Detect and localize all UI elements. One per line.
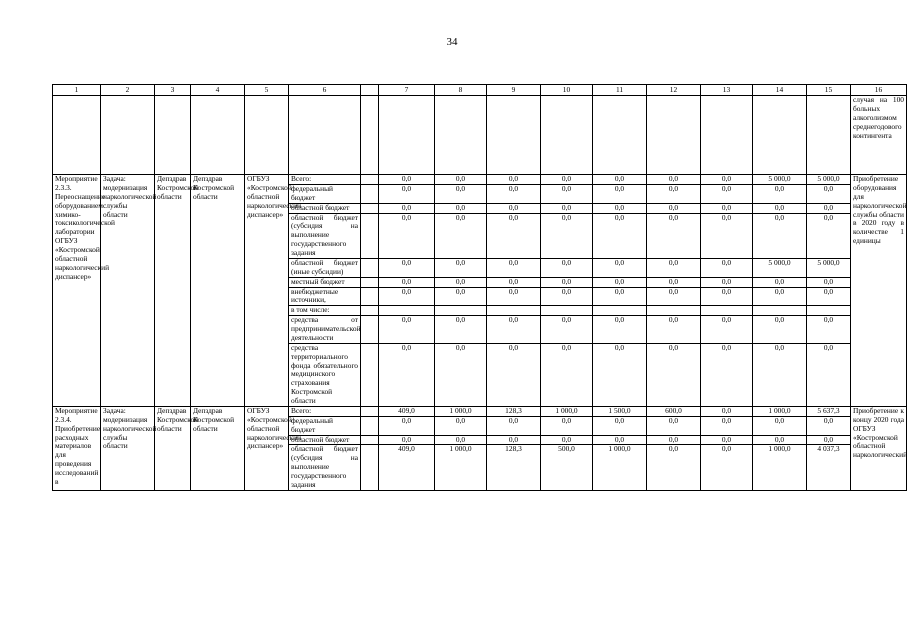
value-cell: 5 000,0 (807, 175, 851, 185)
value-cell: 5 000,0 (807, 258, 851, 277)
task-cell: Задача: модернизация наркологической службы области (101, 175, 155, 407)
value-cell: 0,0 (647, 287, 701, 306)
value-cell: 0,0 (435, 435, 487, 445)
value-cell: 0,0 (701, 277, 753, 287)
coexecutor-cell: Депздрав Костромской области (191, 406, 245, 490)
value-cell: 0,0 (647, 277, 701, 287)
value-cell: 1 000,0 (593, 445, 647, 490)
funding-source-label: областной бюджет (субсидия на выполнение государственного задания (289, 213, 361, 258)
value-cell: 0,0 (701, 213, 753, 258)
value-cell: 0,0 (541, 435, 593, 445)
value-cell: 5 000,0 (753, 258, 807, 277)
value-cell: 0,0 (435, 416, 487, 435)
value-cell: 0,0 (487, 287, 541, 306)
empty-cell (361, 184, 379, 203)
value-cell: 0,0 (593, 213, 647, 258)
value-cell: 1 000,0 (435, 406, 487, 416)
value-cell: 0,0 (647, 184, 701, 203)
value-cell: 0,0 (807, 435, 851, 445)
value-cell: 0,0 (753, 203, 807, 213)
column-number: 1 (53, 85, 101, 96)
column-number (361, 85, 379, 96)
value-cell: 0,0 (701, 435, 753, 445)
value-cell: 4 037,3 (807, 445, 851, 490)
value-cell: 0,0 (379, 213, 435, 258)
value-cell: 0,0 (647, 213, 701, 258)
empty-cell (361, 287, 379, 306)
column-number: 3 (155, 85, 191, 96)
value-cell: 1 000,0 (753, 445, 807, 490)
value-cell: 0,0 (487, 435, 541, 445)
page-number: 34 (446, 36, 458, 48)
value-cell: 0,0 (435, 277, 487, 287)
value-cell: 0,0 (593, 184, 647, 203)
value-cell: 0,0 (487, 343, 541, 406)
value-cell: 0,0 (487, 316, 541, 344)
empty-cell (191, 96, 245, 175)
value-cell: 128,3 (487, 406, 541, 416)
column-number: 11 (593, 85, 647, 96)
value-cell: 0,0 (435, 258, 487, 277)
value-cell: 5 000,0 (753, 175, 807, 185)
value-cell: 0,0 (541, 343, 593, 406)
empty-cell (155, 96, 191, 175)
value-cell: 0,0 (701, 416, 753, 435)
value-cell: 0,0 (487, 277, 541, 287)
value-cell: 0,0 (701, 287, 753, 306)
empty-cell (361, 306, 379, 316)
column-number: 10 (541, 85, 593, 96)
funding-source-label: федеральный бюджет (289, 416, 361, 435)
value-cell: 0,0 (379, 175, 435, 185)
value-cell: 0,0 (541, 184, 593, 203)
value-cell: 0,0 (753, 316, 807, 344)
column-number: 12 (647, 85, 701, 96)
funding-source-label: федеральный бюджет (289, 184, 361, 203)
value-cell: 0,0 (753, 416, 807, 435)
header-row (53, 85, 907, 96)
empty-cell (361, 343, 379, 406)
value-cell: 0,0 (541, 213, 593, 258)
value-cell: 0,0 (701, 184, 753, 203)
empty-cell (361, 258, 379, 277)
empty-cell (361, 277, 379, 287)
empty-cell (361, 316, 379, 344)
value-cell: 0,0 (807, 213, 851, 258)
value-cell: 0,0 (807, 416, 851, 435)
value-cell: 0,0 (435, 316, 487, 344)
value-cell: 0,0 (379, 343, 435, 406)
column-number: 16 (851, 85, 907, 96)
value-cell: 0,0 (379, 184, 435, 203)
value-cell: 409,0 (379, 445, 435, 490)
table-row (53, 175, 907, 185)
empty-cell (541, 96, 593, 175)
value-cell: 0,0 (647, 343, 701, 406)
result-cell: Приобретение к концу 2020 года ОГБУЗ «Костромской областной наркологический (851, 406, 907, 490)
table-row (53, 406, 907, 416)
event-cell: Мероприятие 2.3.3. Переоснащение оборудованием химико-токсикологической лаборатории ОГБУЗ «Костромской областной наркологический диспансер» (53, 175, 101, 407)
value-cell: 0,0 (807, 277, 851, 287)
value-cell: 0,0 (647, 435, 701, 445)
empty-cell (53, 96, 101, 175)
value-cell: 0,0 (487, 203, 541, 213)
value-cell: 0,0 (379, 435, 435, 445)
value-cell: 409,0 (379, 406, 435, 416)
value-cell: 128,3 (487, 445, 541, 490)
empty-cell (361, 416, 379, 435)
value-cell: 0,0 (541, 258, 593, 277)
coexecutor-cell: Депздрав Костромской области (191, 175, 245, 407)
task-cell: Задача: модернизация наркологической службы области (101, 406, 155, 490)
value-cell: 1 500,0 (593, 406, 647, 416)
event-cell: Мероприятие 2.3.4. Приобретение расходных материалов для проведения исследований в (53, 406, 101, 490)
empty-cell (361, 203, 379, 213)
empty-cell (361, 406, 379, 416)
value-cell: 0,0 (647, 203, 701, 213)
value-cell: 0,0 (541, 277, 593, 287)
value-cell: 0,0 (487, 416, 541, 435)
column-number: 6 (289, 85, 361, 96)
value-cell: 0,0 (807, 316, 851, 344)
value-cell: 0,0 (487, 184, 541, 203)
value-cell: 0,0 (541, 175, 593, 185)
value-cell: 600,0 (647, 406, 701, 416)
organization-cell: ОГБУЗ «Костромской областной наркологический диспансер» (245, 406, 289, 490)
value-cell: 0,0 (647, 258, 701, 277)
empty-cell (807, 96, 851, 175)
value-cell: 0,0 (541, 287, 593, 306)
organization-cell: ОГБУЗ «Костромской областной наркологический диспансер» (245, 175, 289, 407)
value-cell: 0,0 (647, 416, 701, 435)
value-cell: 0,0 (487, 213, 541, 258)
executor-cell: Депздрав Костромской области (155, 406, 191, 490)
funding-source-label: областной бюджет (субсидия на выполнение государственного задания (289, 445, 361, 490)
value-cell: 0,0 (701, 258, 753, 277)
value-cell: 0,0 (701, 203, 753, 213)
column-number: 15 (807, 85, 851, 96)
funding-source-label: Всего: (289, 175, 361, 185)
column-number: 8 (435, 85, 487, 96)
value-cell: 0,0 (593, 435, 647, 445)
empty-cell (361, 435, 379, 445)
value-cell: 0,0 (593, 175, 647, 185)
value-cell: 0,0 (753, 287, 807, 306)
value-cell: 0,0 (753, 277, 807, 287)
column-number: 4 (191, 85, 245, 96)
funding-source-label: областной бюджет (289, 435, 361, 445)
value-cell: 0,0 (701, 343, 753, 406)
empty-cell (361, 175, 379, 185)
column-number: 14 (753, 85, 807, 96)
value-cell: 0,0 (593, 316, 647, 344)
value-cell: 0,0 (593, 343, 647, 406)
value-cell: 0,0 (647, 445, 701, 490)
empty-cell (487, 96, 541, 175)
value-cell: 0,0 (435, 203, 487, 213)
value-cell: 1 000,0 (541, 406, 593, 416)
executor-cell: Депздрав Костромской области (155, 175, 191, 407)
empty-cell (593, 96, 647, 175)
value-cell: 0,0 (541, 203, 593, 213)
value-cell: 0,0 (379, 277, 435, 287)
empty-cell (101, 96, 155, 175)
empty-cell (361, 445, 379, 490)
column-number: 5 (245, 85, 289, 96)
value-cell: 0,0 (701, 316, 753, 344)
funding-source-label: в том числе: (289, 306, 361, 316)
funding-source-label: областной бюджет (иные субсидии) (289, 258, 361, 277)
value-cell: 0,0 (379, 258, 435, 277)
value-cell: 5 637,3 (807, 406, 851, 416)
value-cell: 0,0 (701, 445, 753, 490)
value-cell: 0,0 (593, 416, 647, 435)
value-cell: 0,0 (807, 343, 851, 406)
value-cell: 0,0 (541, 316, 593, 344)
value-cell: 1 000,0 (753, 406, 807, 416)
empty-cell (361, 213, 379, 258)
value-cell: 0,0 (487, 175, 541, 185)
value-cell: 0,0 (593, 287, 647, 306)
value-cell: 0,0 (593, 258, 647, 277)
value-cell: 0,0 (753, 213, 807, 258)
empty-cell (379, 96, 435, 175)
column-number: 13 (701, 85, 753, 96)
value-cell: 1 000,0 (435, 445, 487, 490)
value-cell: 0,0 (435, 184, 487, 203)
value-cell: 0,0 (541, 416, 593, 435)
result-note: случая на 100 больных алкоголизмом среднегодового контингента (851, 96, 907, 175)
value-cell: 0,0 (593, 203, 647, 213)
value-cell: 0,0 (807, 287, 851, 306)
empty-cell (701, 96, 753, 175)
value-cell: 0,0 (807, 203, 851, 213)
empty-cell (753, 96, 807, 175)
value-cell: 0,0 (379, 203, 435, 213)
empty-cell (289, 96, 361, 175)
result-cell: Приобретение оборудования для наркологической службы области в 2020 году в количестве 1 единицы (851, 175, 907, 407)
value-cell: 500,0 (541, 445, 593, 490)
empty-cell (361, 96, 379, 175)
value-cell: 0,0 (753, 435, 807, 445)
funding-source-label: средства территориального фонда обязательного медицинского страхования Костромской области (289, 343, 361, 406)
empty-cell (435, 96, 487, 175)
value-cell: 0,0 (647, 316, 701, 344)
value-cell: 0,0 (435, 213, 487, 258)
value-cell: 0,0 (487, 258, 541, 277)
value-cell: 0,0 (435, 175, 487, 185)
funding-source-label: средства от предпринимательской деятельности (289, 316, 361, 344)
column-number: 2 (101, 85, 155, 96)
column-number: 9 (487, 85, 541, 96)
continuation-row (53, 96, 907, 175)
value-cell: 0,0 (435, 287, 487, 306)
value-cell: 0,0 (701, 406, 753, 416)
funding-source-label: местный бюджет (289, 277, 361, 287)
value-cell: 0,0 (379, 316, 435, 344)
value-cell: 0,0 (435, 343, 487, 406)
funding-source-label: Всего: (289, 406, 361, 416)
program-table (52, 84, 907, 491)
value-cell: 0,0 (753, 343, 807, 406)
funding-source-label: внебюджетные источники, (289, 287, 361, 306)
value-cell: 0,0 (379, 416, 435, 435)
value-cell: 0,0 (379, 287, 435, 306)
value-cell: 0,0 (593, 277, 647, 287)
column-number: 7 (379, 85, 435, 96)
value-cell: 0,0 (807, 184, 851, 203)
value-cell: 0,0 (701, 175, 753, 185)
value-cell: 0,0 (647, 175, 701, 185)
empty-cell (245, 96, 289, 175)
empty-cell (647, 96, 701, 175)
value-cell: 0,0 (753, 184, 807, 203)
funding-source-label: областной бюджет (289, 203, 361, 213)
